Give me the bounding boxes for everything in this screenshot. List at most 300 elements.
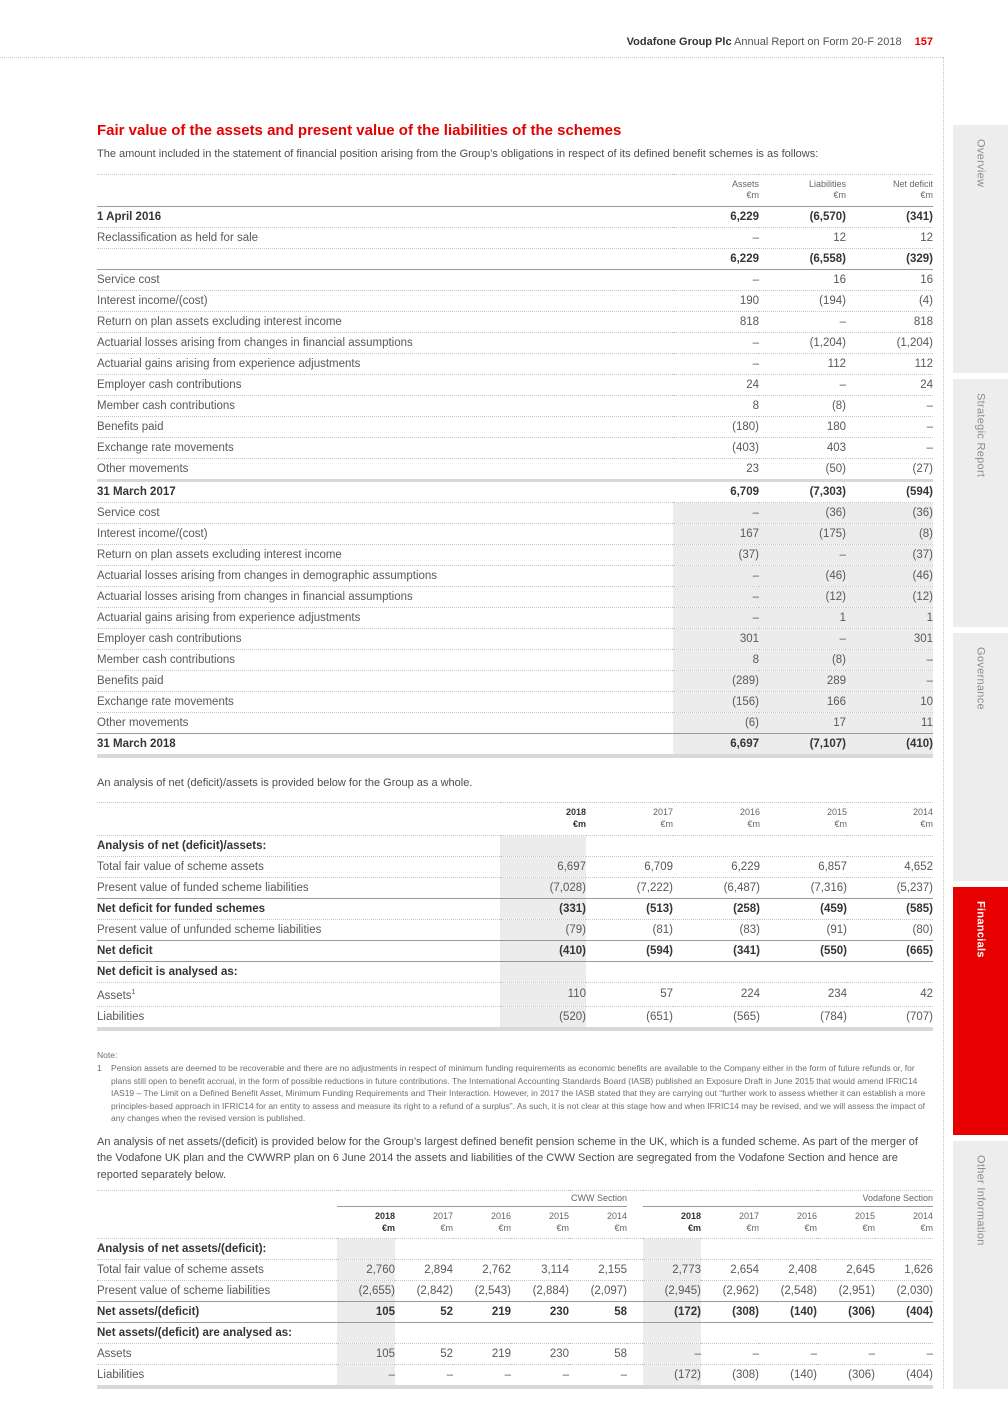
table-row: [97, 898, 933, 919]
value-cell: –: [759, 374, 846, 395]
value-cell: 105: [337, 1302, 395, 1323]
row-label: Actuarial gains arising from experience adjustments: [97, 607, 673, 628]
row-label: Exchange rate movements: [97, 437, 673, 458]
note-block: [97, 1049, 933, 1125]
row-label: Employer cash contributions: [97, 628, 673, 649]
value-cell: [453, 1239, 511, 1260]
value-cell: (6): [673, 712, 759, 733]
row-label: Net deficit is analysed as:: [97, 961, 500, 982]
value-cell: (7,107): [759, 733, 846, 756]
row-label: Liabilities: [97, 1365, 337, 1388]
value-cell: (80): [847, 919, 933, 940]
value-cell: 6,697: [673, 733, 759, 756]
table-row: [97, 227, 933, 248]
value-cell: (7,028): [500, 877, 586, 898]
scheme-movements-table: [97, 174, 933, 758]
value-cell: (140): [759, 1365, 817, 1388]
row-label: Actuarial losses arising from changes in financial assumptions: [97, 332, 673, 353]
row-label: Reclassification as held for sale: [97, 227, 673, 248]
column-header: 2015 €m: [817, 1207, 875, 1239]
value-cell: (36): [759, 502, 846, 523]
value-cell: 4,652: [847, 856, 933, 877]
value-cell: 1,626: [875, 1260, 933, 1281]
table-row: [97, 670, 933, 691]
value-cell: 2,155: [569, 1260, 627, 1281]
value-cell: [847, 961, 933, 982]
table-row: [97, 1260, 933, 1281]
table-row: [97, 856, 933, 877]
sidebar-tab-other-information[interactable]: [953, 1141, 1008, 1389]
row-label: Other movements: [97, 712, 673, 733]
value-cell: 1: [846, 607, 933, 628]
value-cell: (172): [643, 1302, 701, 1323]
value-cell: 58: [569, 1302, 627, 1323]
row-label: Liabilities: [97, 1006, 500, 1029]
value-cell: (8): [846, 523, 933, 544]
table-row: [97, 919, 933, 940]
table-row: [97, 269, 933, 290]
row-label: 31 March 2017: [97, 480, 673, 502]
row-label: Assets$^1$: [97, 982, 500, 1006]
column-header: 2015 €m: [760, 803, 847, 835]
row-label: Employer cash contributions: [97, 374, 673, 395]
value-cell: 2,408: [759, 1260, 817, 1281]
row-label: Benefits paid: [97, 416, 673, 437]
value-cell: (37): [846, 544, 933, 565]
note-item: [97, 1062, 933, 1125]
row-label: Service cost: [97, 269, 673, 290]
value-cell: [643, 1239, 701, 1260]
value-cell: (2,842): [395, 1281, 453, 1302]
value-cell: 2,773: [643, 1260, 701, 1281]
table-row: [97, 691, 933, 712]
value-cell: 52: [395, 1302, 453, 1323]
value-cell: (5,237): [847, 877, 933, 898]
value-cell: (550): [760, 940, 847, 961]
value-cell: (81): [586, 919, 673, 940]
value-cell: (2,945): [643, 1281, 701, 1302]
row-label: Interest income/(cost): [97, 290, 673, 311]
column-header: 2014 €m: [569, 1207, 627, 1239]
value-cell: –: [673, 227, 759, 248]
table-row: [97, 1302, 933, 1323]
value-cell: [586, 835, 673, 856]
value-cell: (7,316): [760, 877, 847, 898]
value-cell: (2,951): [817, 1281, 875, 1302]
column-header: 2014 €m: [847, 803, 933, 835]
value-cell: (341): [673, 940, 760, 961]
column-group-label: Vodafone Section: [643, 1191, 933, 1207]
table-row: [97, 877, 933, 898]
main-content: [97, 122, 933, 1389]
page-header: [627, 36, 933, 48]
sidebar-tab-label: Strategic Report: [974, 393, 987, 478]
value-cell: –: [759, 544, 846, 565]
page-number: 157: [914, 36, 933, 48]
value-cell: 52: [395, 1344, 453, 1365]
value-cell: (8): [759, 649, 846, 670]
value-cell: 10: [846, 691, 933, 712]
value-cell: (331): [500, 898, 586, 919]
row-label: 1 April 2016: [97, 206, 673, 227]
value-cell: 17: [759, 712, 846, 733]
value-cell: (520): [500, 1006, 586, 1029]
value-cell: 6,709: [586, 856, 673, 877]
row-label: Return on plan assets excluding interest income: [97, 311, 673, 332]
value-cell: –: [846, 649, 933, 670]
table-row: [97, 437, 933, 458]
sidebar-tab-label: Other Information: [974, 1155, 987, 1246]
value-cell: (12): [759, 586, 846, 607]
row-label: Assets: [97, 1344, 337, 1365]
value-cell: –: [759, 628, 846, 649]
value-cell: 24: [673, 374, 759, 395]
value-cell: 3,114: [511, 1260, 569, 1281]
table-row: [97, 523, 933, 544]
table-row: [97, 311, 933, 332]
column-header: 2017 €m: [701, 1207, 759, 1239]
table-row: [97, 733, 933, 756]
value-cell: (513): [586, 898, 673, 919]
table-row: [97, 1281, 933, 1302]
value-cell: 8: [673, 395, 759, 416]
value-cell: (2,030): [875, 1281, 933, 1302]
value-cell: 11: [846, 712, 933, 733]
value-cell: [673, 835, 760, 856]
row-label: Total fair value of scheme assets: [97, 856, 500, 877]
value-cell: 42: [847, 982, 933, 1006]
value-cell: (2,884): [511, 1281, 569, 1302]
table-row: [97, 940, 933, 961]
value-cell: 180: [759, 416, 846, 437]
value-cell: (6,558): [759, 248, 846, 269]
value-cell: (1,204): [846, 332, 933, 353]
value-cell: [337, 1239, 395, 1260]
sidebar-tab-label: Governance: [974, 647, 987, 710]
sidebar-tab-label: Overview: [974, 139, 987, 188]
table-row: [97, 480, 933, 502]
value-cell: 2,762: [453, 1260, 511, 1281]
table-row: [97, 1344, 933, 1365]
row-label: Return on plan assets excluding interest income: [97, 544, 673, 565]
value-cell: –: [511, 1365, 569, 1388]
sidebar-tab-label: Financials: [974, 901, 987, 958]
value-cell: 230: [511, 1302, 569, 1323]
group-analysis-table: [97, 802, 933, 1030]
value-cell: (140): [759, 1302, 817, 1323]
value-cell: (585): [847, 898, 933, 919]
value-cell: 6,229: [673, 206, 759, 227]
table-row: [97, 544, 933, 565]
value-cell: [453, 1323, 511, 1344]
value-cell: –: [673, 607, 759, 628]
value-cell: –: [673, 332, 759, 353]
table-row: [97, 649, 933, 670]
value-cell: 16: [846, 269, 933, 290]
value-cell: –: [569, 1365, 627, 1388]
value-cell: (172): [643, 1365, 701, 1388]
value-cell: (665): [847, 940, 933, 961]
row-label: Benefits paid: [97, 670, 673, 691]
value-cell: [817, 1323, 875, 1344]
table-row: [97, 835, 933, 856]
sidebar-tab-financials[interactable]: [953, 887, 1008, 1135]
note-heading: Note:: [97, 1049, 118, 1060]
row-label: Exchange rate movements: [97, 691, 673, 712]
report-title: Annual Report on Form 20-F 2018: [734, 36, 902, 48]
value-cell: (2,962): [701, 1281, 759, 1302]
value-cell: (79): [500, 919, 586, 940]
value-cell: 190: [673, 290, 759, 311]
value-cell: (91): [760, 919, 847, 940]
value-cell: (651): [586, 1006, 673, 1029]
table-row: [97, 502, 933, 523]
value-cell: [875, 1323, 933, 1344]
top-rule: [0, 57, 943, 58]
uk-scheme-paragraph: An analysis of net assets/(deficit) is provided below for the Group’s largest defined benefit pension scheme in the UK, which is a funded scheme. As part of the merger of the Vodafone UK plan and the CWWRP plan on 6 June 2014 the assets and liabilities of the CWW Section are segregated from the Vodafone Section and hence are reported separately below.: [97, 1135, 918, 1181]
value-cell: 23: [673, 458, 759, 480]
table-row: [97, 374, 933, 395]
value-cell: –: [673, 502, 759, 523]
table-row: [97, 1006, 933, 1029]
value-cell: 230: [511, 1344, 569, 1365]
row-label: 31 March 2018: [97, 733, 673, 756]
table-header-row: [97, 174, 933, 206]
value-cell: (180): [673, 416, 759, 437]
value-cell: (341): [846, 206, 933, 227]
row-label: Net assets/(deficit): [97, 1302, 337, 1323]
value-cell: [875, 1239, 933, 1260]
value-cell: 1: [759, 607, 846, 628]
brand-name: Vodafone Group Plc: [626, 36, 732, 48]
value-cell: 6,229: [673, 856, 760, 877]
table-row: [97, 1323, 933, 1344]
value-cell: (12): [846, 586, 933, 607]
value-cell: (2,543): [453, 1281, 511, 1302]
value-cell: 818: [673, 311, 759, 332]
column-header: 2016 €m: [453, 1207, 511, 1239]
value-cell: [673, 961, 760, 982]
value-cell: 167: [673, 523, 759, 544]
table-row: [97, 395, 933, 416]
value-cell: –: [673, 353, 759, 374]
value-cell: 234: [760, 982, 847, 1006]
value-cell: (175): [759, 523, 846, 544]
value-cell: 8: [673, 649, 759, 670]
value-cell: (565): [673, 1006, 760, 1029]
value-cell: [760, 835, 847, 856]
value-cell: 301: [673, 628, 759, 649]
value-cell: 12: [846, 227, 933, 248]
sidebar-tab-governance[interactable]: [953, 633, 1008, 881]
value-cell: [847, 835, 933, 856]
value-cell: 224: [673, 982, 760, 1006]
value-cell: (2,548): [759, 1281, 817, 1302]
table-header-row: [97, 803, 933, 835]
table-row: [97, 607, 933, 628]
value-cell: –: [817, 1344, 875, 1365]
value-cell: 112: [759, 353, 846, 374]
table-row: [97, 458, 933, 480]
table-row: [97, 332, 933, 353]
sidebar-tab-overview[interactable]: [953, 125, 1008, 373]
column-header: Liabilities €m: [759, 174, 846, 206]
row-label: Net deficit: [97, 940, 500, 961]
table-row: [97, 586, 933, 607]
value-cell: 12: [759, 227, 846, 248]
column-header: 2015 €m: [511, 1207, 569, 1239]
table-row: [97, 248, 933, 269]
value-cell: 105: [337, 1344, 395, 1365]
value-cell: [395, 1323, 453, 1344]
value-cell: [500, 835, 586, 856]
value-cell: –: [846, 416, 933, 437]
table-row: [97, 416, 933, 437]
value-cell: (6,570): [759, 206, 846, 227]
value-cell: [760, 961, 847, 982]
value-cell: (50): [759, 458, 846, 480]
note-text: Pension assets are deemed to be recoverable and there are no adjustments in respect of minimum funding requirements as economic benefits are available to the Company either in the form of future refunds or, for plans still open to benefit accrual, in the form of possible reductions in future contributions. The International Accounting Standards Board (IASB) published an Exposure Draft in June 2015 that would amend IFRIC14 IAS19 – The Limit on a Defined Benefit Asset, Minimum Funding Requirements and Their Interaction. However, in 2017 the IASB stated that they are carrying out “further work to assess whether it can establish a more principles-based approach in IFRIC14 for an entity to assess and measure its right to a refund of a surplus”. As such, it is not clear at this stage how and when IFRIC14 may be revised, and we will assess the impact of any changes when the revised version is published.: [111, 1063, 926, 1124]
value-cell: 2,894: [395, 1260, 453, 1281]
value-cell: (46): [846, 565, 933, 586]
row-label: Interest income/(cost): [97, 523, 673, 544]
value-cell: (594): [846, 480, 933, 502]
table-row: [97, 961, 933, 982]
value-cell: (404): [875, 1365, 933, 1388]
value-cell: 2,645: [817, 1260, 875, 1281]
column-header: 2016 €m: [673, 803, 760, 835]
intro-paragraph: The amount included in the statement of financial position arising from the Group’s obligations in respect of its defined benefit schemes is as follows:: [97, 148, 819, 160]
value-cell: [701, 1323, 759, 1344]
value-cell: 2,654: [701, 1260, 759, 1281]
column-header: 2017 €m: [586, 803, 673, 835]
value-cell: –: [337, 1365, 395, 1388]
table-row: [97, 565, 933, 586]
value-cell: –: [701, 1344, 759, 1365]
value-cell: (410): [500, 940, 586, 961]
column-header: 2014 €m: [875, 1207, 933, 1239]
value-cell: –: [759, 1344, 817, 1365]
value-cell: –: [453, 1365, 511, 1388]
value-cell: [569, 1239, 627, 1260]
value-cell: (7,222): [586, 877, 673, 898]
table-row: [97, 712, 933, 733]
row-label: Actuarial losses arising from changes in demographic assumptions: [97, 565, 673, 586]
value-cell: (329): [846, 248, 933, 269]
value-cell: 24: [846, 374, 933, 395]
row-label: Present value of scheme liabilities: [97, 1281, 337, 1302]
value-cell: (306): [817, 1302, 875, 1323]
row-label: Present value of unfunded scheme liabilities: [97, 919, 500, 940]
value-cell: 219: [453, 1344, 511, 1365]
column-header: 2018 €m: [643, 1207, 701, 1239]
row-label: Analysis of net assets/(deficit):: [97, 1239, 337, 1260]
row-label: Net assets/(deficit) are analysed as:: [97, 1323, 337, 1344]
value-cell: (7,303): [759, 480, 846, 502]
value-cell: (410): [846, 733, 933, 756]
value-cell: 301: [846, 628, 933, 649]
row-label: Member cash contributions: [97, 395, 673, 416]
column-header: 2017 €m: [395, 1207, 453, 1239]
value-cell: (308): [701, 1302, 759, 1323]
value-cell: –: [846, 395, 933, 416]
row-label: [97, 248, 673, 269]
value-cell: –: [759, 311, 846, 332]
value-cell: [511, 1323, 569, 1344]
value-cell: –: [673, 565, 759, 586]
value-cell: (27): [846, 458, 933, 480]
value-cell: (403): [673, 437, 759, 458]
value-cell: (784): [760, 1006, 847, 1029]
group-analysis-paragraph: An analysis of net (deficit)/assets is provided below for the Group as a whole.: [97, 776, 473, 789]
note-number: 1: [97, 1063, 102, 1074]
value-cell: (258): [673, 898, 760, 919]
column-header: 2016 €m: [759, 1207, 817, 1239]
section-title: Fair value of the assets and present value of the liabilities of the schemes: [97, 122, 622, 139]
value-cell: 57: [586, 982, 673, 1006]
value-cell: –: [395, 1365, 453, 1388]
value-cell: –: [846, 437, 933, 458]
value-cell: 289: [759, 670, 846, 691]
row-label: Service cost: [97, 502, 673, 523]
value-cell: 403: [759, 437, 846, 458]
row-label: Net deficit for funded schemes: [97, 898, 500, 919]
value-cell: –: [643, 1344, 701, 1365]
value-cell: [586, 961, 673, 982]
row-label: Actuarial losses arising from changes in financial assumptions: [97, 586, 673, 607]
value-cell: [817, 1239, 875, 1260]
value-cell: –: [673, 269, 759, 290]
value-cell: 6,697: [500, 856, 586, 877]
value-cell: (289): [673, 670, 759, 691]
table-group-header-row: [97, 1191, 933, 1207]
column-group-label: CWW Section: [337, 1191, 627, 1207]
value-cell: (308): [701, 1365, 759, 1388]
value-cell: (156): [673, 691, 759, 712]
value-cell: 2,760: [337, 1260, 395, 1281]
value-cell: [500, 961, 586, 982]
value-cell: [701, 1239, 759, 1260]
column-header: 2018 €m: [337, 1207, 395, 1239]
sidebar-tab-strategic-report[interactable]: [953, 379, 1008, 627]
value-cell: (404): [875, 1302, 933, 1323]
value-cell: 6,709: [673, 480, 759, 502]
value-cell: (2,655): [337, 1281, 395, 1302]
table-row: [97, 628, 933, 649]
value-cell: (46): [759, 565, 846, 586]
value-cell: (2,097): [569, 1281, 627, 1302]
value-cell: 110: [500, 982, 586, 1006]
value-cell: –: [673, 586, 759, 607]
value-cell: 166: [759, 691, 846, 712]
value-cell: [643, 1323, 701, 1344]
value-cell: (459): [760, 898, 847, 919]
value-cell: (194): [759, 290, 846, 311]
value-cell: (8): [759, 395, 846, 416]
table-row: [97, 1365, 933, 1388]
value-cell: –: [846, 670, 933, 691]
value-cell: –: [875, 1344, 933, 1365]
value-cell: (83): [673, 919, 760, 940]
value-cell: (37): [673, 544, 759, 565]
table-row: [97, 353, 933, 374]
row-label: Actuarial gains arising from experience adjustments: [97, 353, 673, 374]
value-cell: (1,204): [759, 332, 846, 353]
value-cell: 58: [569, 1344, 627, 1365]
value-cell: 219: [453, 1302, 511, 1323]
value-cell: 16: [759, 269, 846, 290]
table-row: [97, 1239, 933, 1260]
